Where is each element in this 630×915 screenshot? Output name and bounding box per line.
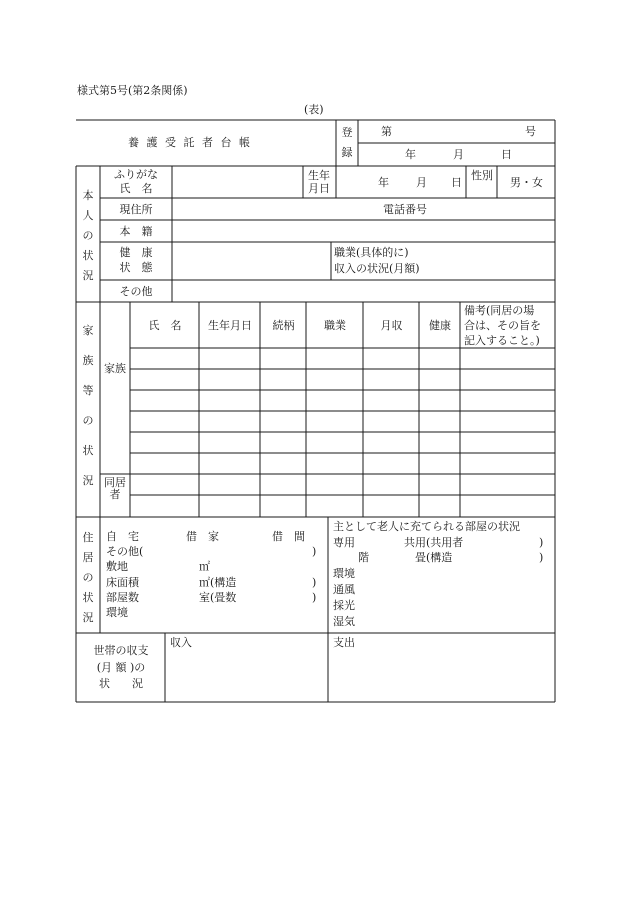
occupation-label: 職業(具体的に) (334, 246, 409, 259)
phone-label: 電話番号 (383, 203, 427, 216)
elder-room-shared: 共用(共用者 (404, 536, 464, 549)
housing-rented-house: 借 家 (186, 530, 219, 543)
housing-floor-area-close: ) (312, 576, 317, 589)
housing-land-unit: ㎡ (199, 560, 210, 573)
household-income: 収入 (170, 636, 192, 649)
family-col-birth: 生年月日 (208, 319, 252, 332)
housing-floor-area-unit: ㎡(構造 (199, 576, 237, 589)
register-number-prefix: 第 (381, 125, 392, 138)
register-number-suffix: 号 (525, 125, 536, 138)
housing-other: その他( (106, 545, 144, 558)
family-remarks-line3: 記入すること。) (464, 334, 540, 347)
name-label: 氏 名 (119, 182, 153, 195)
housing-own: 自 宅 (106, 530, 139, 543)
family-remarks-line2: 合は、その旨を (464, 319, 541, 332)
health-label-line1: 健 康 (119, 246, 153, 259)
elder-room-tatami: 畳(構造 (415, 551, 453, 564)
family-remarks-line1: 備考(同居の場 (464, 304, 535, 317)
family-section-label: 家族等の状況 (82, 324, 94, 487)
household-label-line2: (月 額 )の (96, 661, 146, 674)
family-label: 家族 (104, 362, 126, 375)
elder-room-humidity: 湿気 (333, 615, 355, 628)
housing-other-close: ) (312, 545, 317, 558)
address-label: 現住所 (119, 203, 153, 216)
other-label: その他 (119, 285, 153, 298)
housing-floor-area: 床面積 (106, 576, 139, 589)
elder-room-shared-close: ) (539, 536, 544, 549)
housing-land: 敷地 (106, 560, 128, 573)
birth-year: 年 (378, 176, 389, 189)
household-label-line1: 世帯の収支 (93, 644, 149, 657)
elder-room-exclusive: 専用 (333, 536, 355, 549)
register-month: 月 (453, 148, 464, 161)
birth-date-label: 生年月日 (308, 169, 330, 195)
elder-room-floor: 階 (358, 551, 369, 564)
housing-rooms-unit: 室(畳数 (199, 591, 237, 604)
birth-month: 月 (416, 176, 427, 189)
household-label-line3: 状 況 (99, 677, 143, 690)
birth-day: 日 (451, 176, 462, 189)
form-title: 養 護 受 託 者 台 帳 (128, 136, 252, 149)
register-year: 年 (405, 148, 416, 161)
elder-room-title: 主として老人に充てられる部屋の状況 (333, 520, 520, 533)
sex-label: 性別 (471, 169, 493, 182)
housing-rooms-close: ) (312, 591, 317, 604)
housing-environment: 環境 (106, 606, 128, 619)
sex-value: 男・女 (510, 176, 543, 189)
furigana-label: ふりがな (114, 168, 158, 181)
cohabitant-label: 同居者 (104, 476, 126, 501)
elder-room-ventilation: 通風 (333, 583, 355, 596)
income-status-label: 収入の状況(月額) (334, 262, 420, 275)
family-col-occupation: 職業 (324, 319, 346, 332)
elder-room-lighting: 採光 (333, 599, 355, 612)
form-side-label: (表) (304, 103, 324, 116)
domicile-label: 本 籍 (119, 225, 153, 238)
housing-rented-room: 借 間 (272, 530, 305, 543)
family-col-income: 月収 (380, 319, 403, 332)
household-expense: 支出 (333, 636, 355, 649)
family-col-name: 氏 名 (148, 319, 182, 332)
register-day: 日 (501, 148, 512, 161)
elder-room-environment: 環境 (333, 567, 355, 580)
family-col-health: 健康 (429, 319, 451, 332)
personal-section-label: 本人の状況 (82, 189, 94, 282)
elder-room-tatami-close: ) (539, 551, 544, 564)
housing-rooms: 部屋数 (106, 591, 139, 604)
housing-section-label: 住居の状況 (82, 531, 94, 624)
family-col-relation: 続柄 (272, 319, 295, 332)
register-label: 登録 (341, 126, 353, 159)
form-number: 様式第5号(第2条関係) (77, 84, 188, 97)
health-label-line2: 状 態 (119, 261, 153, 274)
